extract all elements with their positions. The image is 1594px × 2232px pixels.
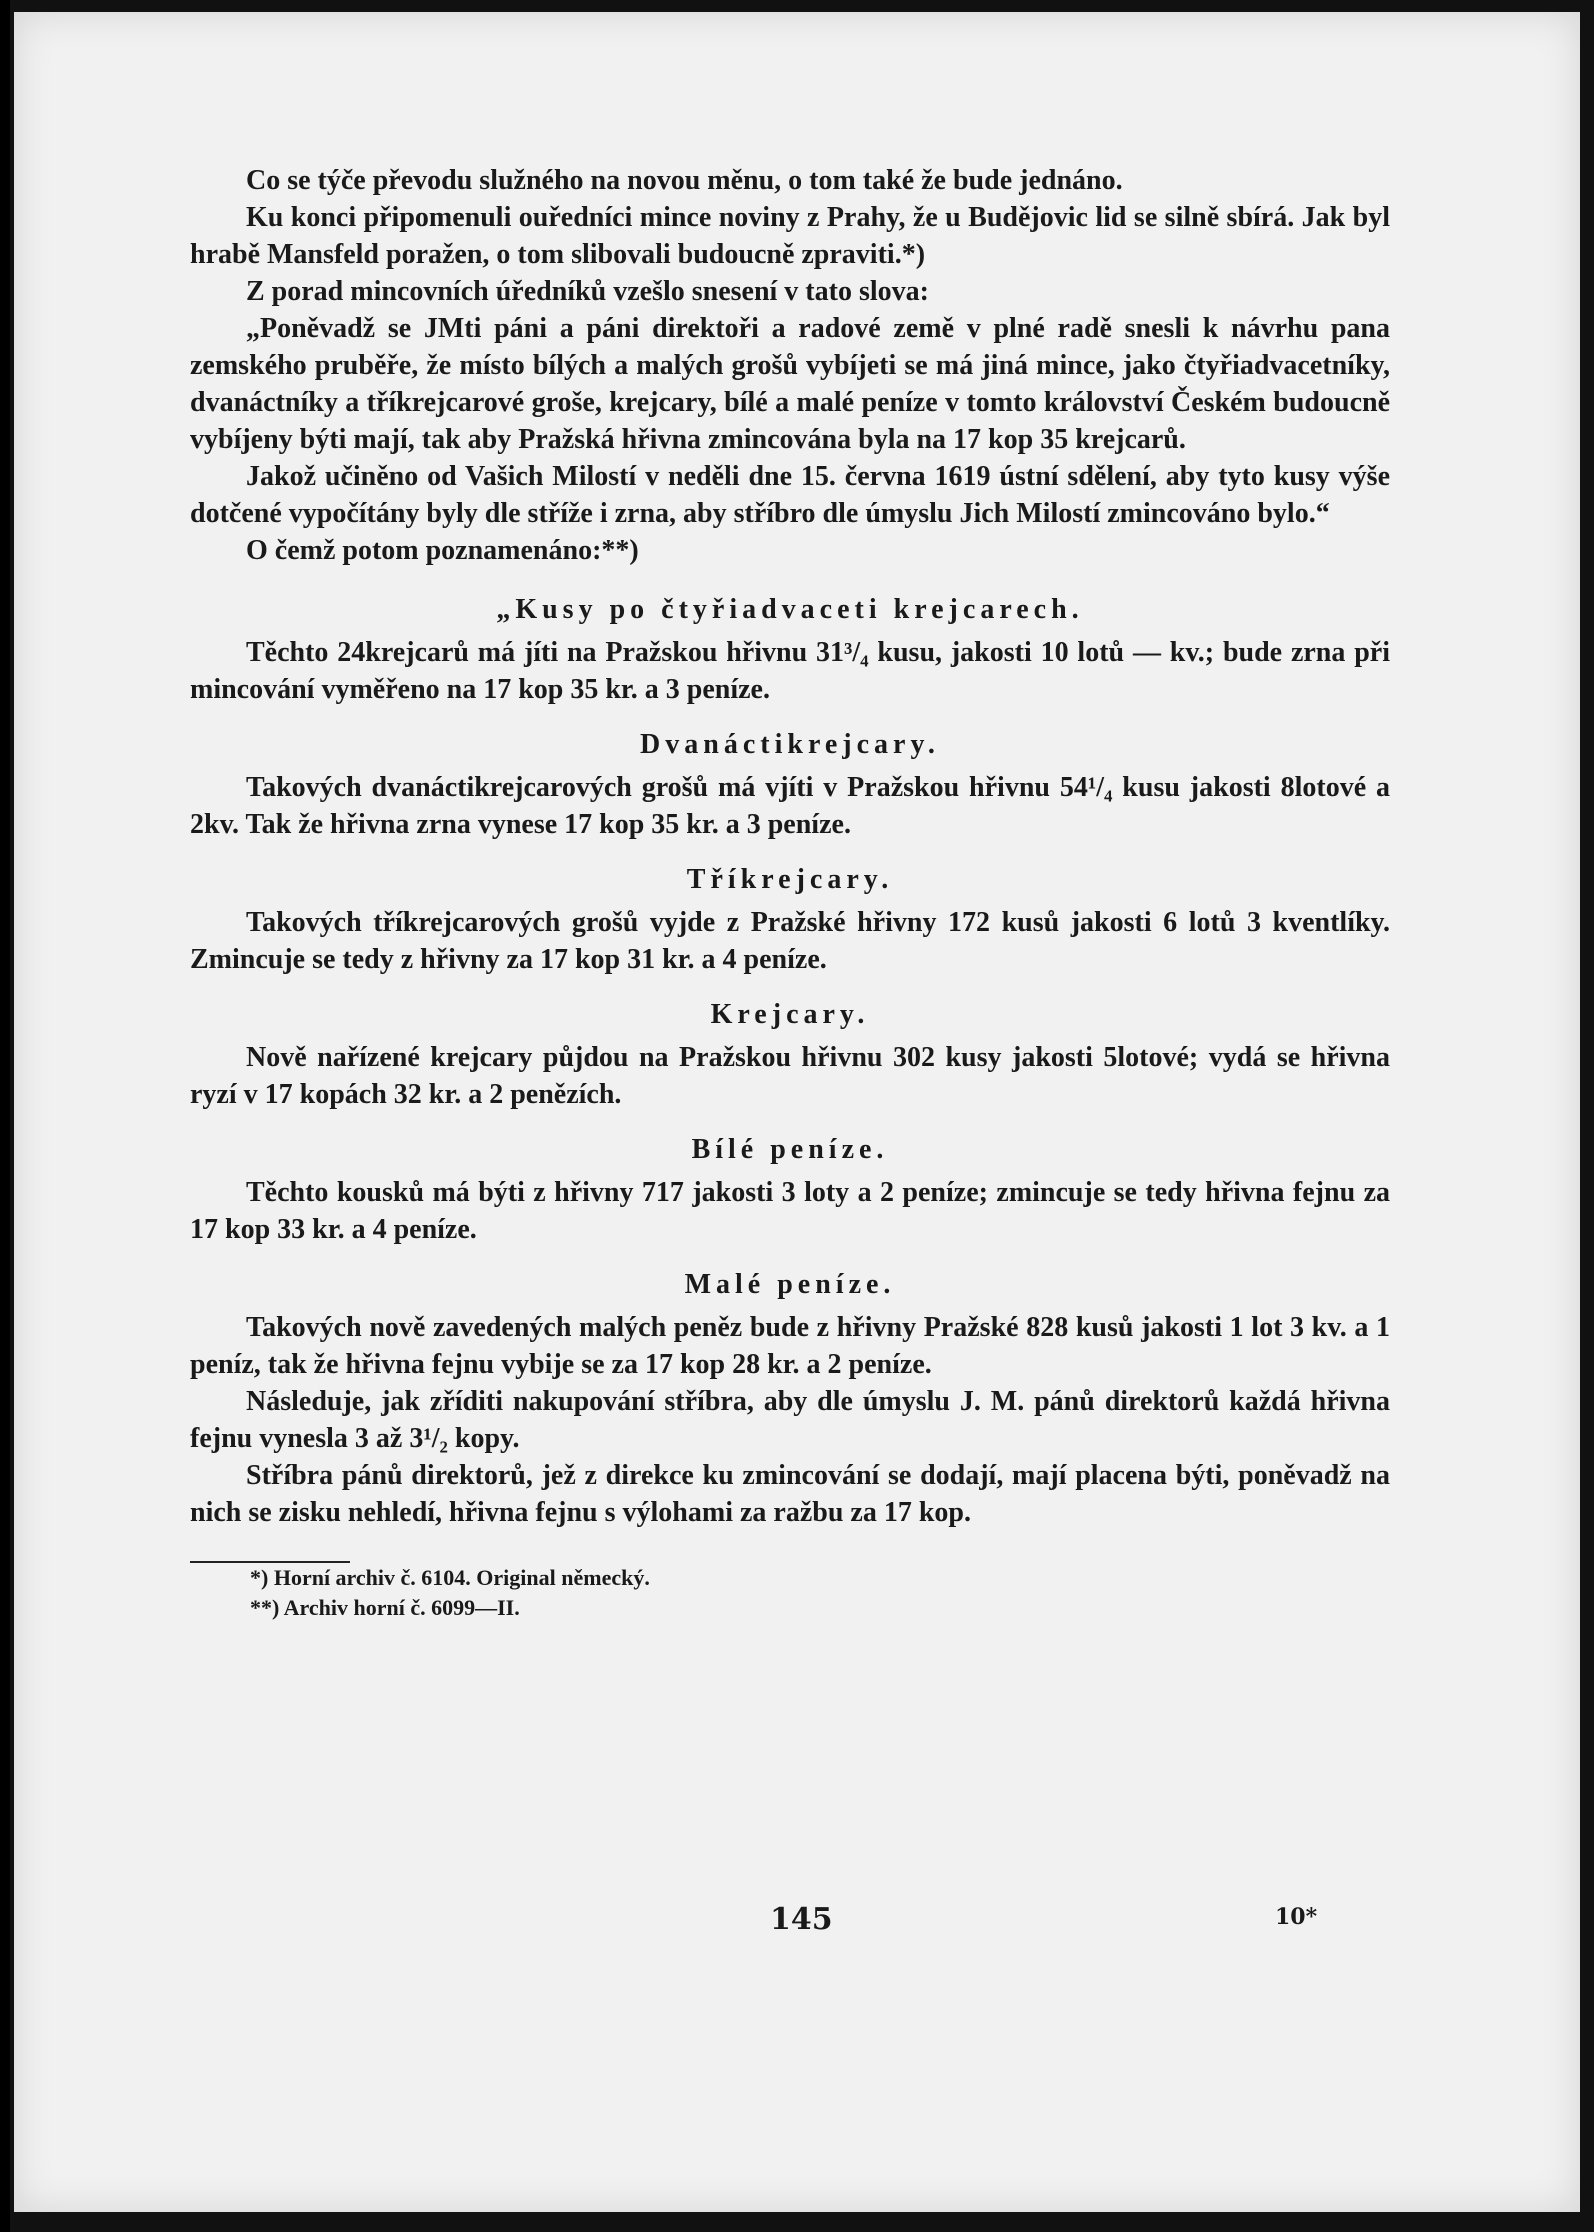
book-binding-edge [0,0,10,2232]
section-heading: Bílé peníze. [691,1134,889,1165]
signature-mark: 10* [1275,1904,1318,1930]
footnote: **) Archiv horní č. 6099—II. [250,1595,520,1620]
section-heading: Krejcary. [710,999,870,1030]
paragraph: Co se týče převodu služného na novou měnu, o tom také že bude jednáno. [246,165,1123,196]
section-paragraph: Těchto 24krejcarů má jíti na Pražskou hřivnu 31³/₄ kusu, jakosti 10 lotů — kv.; bude zrna při mincování vyměřeno na 17 kop 35 kr. a 3 peníze. [190,637,1390,705]
section-paragraph: Nově nařízené krejcary půjdou na Pražskou hřivnu 302 kusy jakosti 5lotové; vydá se hřivna ryzí v 17 kopách 32 kr. a 2 penězích. [190,1042,1390,1110]
paragraph: Jakož učiněno od Vašich Milostí v neděli dne 15. června 1619 ústní sdělení, aby tyto kusy výše dotčené vypočítány byly dle stříže i zrna, aby stříbro dle úmyslu Jich Milostí zmincováno bylo.“ [190,461,1390,529]
page-number: 145 [770,1902,833,1937]
section-paragraph: Takových dvanáctikrejcarových grošů má vjíti v Pražskou hřivnu 54¹/₄ kusu jakosti 8lotové a 2kv. Tak že hřivna zrna vynese 17 kop 35 kr. a 3 peníze. [190,772,1390,840]
paragraph: Stříbra pánů direktorů, jež z direkce ku zmincování se dodají, mají placena býti, poněvadž na nich se zisku nehledí, hřivna fejnu s výlohami za ražbu za 17 kop. [190,1460,1390,1528]
section-heading: Tříkrejcary. [686,864,894,895]
paragraph: O čemž potom poznamenáno:**) [246,535,639,566]
section-heading: Dvanáctikrejcary. [640,729,940,760]
paragraph: Ku konci připomenuli ouředníci mince noviny z Prahy, že u Budějovic lid se silně sbírá. Jak byl hrabě Mansfeld poražen, o tom slibovali budoucně zpraviti.*) [190,202,1390,270]
paragraph: „Poněvadž se JMti páni a páni direktoři a radové země v plné radě snesli k návrhu pana zemského pruběře, že místo bílých a malých grošů vybíjeti se má jiná mince, jako čtyřiadvacetníky, dvanáctníky a tříkrejcarové groše, krejcary, bílé a malé peníze v tomto království Českém budoucně vybíjeny býti mají, tak aby Pražská hřivna zmincována byla na 17 kop 35 krejcarů. [190,313,1390,455]
section-heading: „Kusy po čtyřiadvaceti krejcarech. [496,594,1084,625]
paragraph: Následuje, jak zříditi nakupování stříbra, aby dle úmyslu J. M. pánů direktorů každá hřivna fejnu vynesla 3 až 3¹/₂ kopy. [190,1386,1390,1454]
paragraph: Z porad mincovních úředníků vzešlo snesení v tato slova: [246,276,929,307]
footnote: *) Horní archiv č. 6104. Original německý. [250,1565,650,1590]
section-paragraph: Takových nově zavedených malých peněz bude z hřivny Pražské 828 kusů jakosti 1 lot 3 kv. a 1 peníz, tak že hřivna fejnu vybije se za 17 kop 28 kr. a 2 peníze. [190,1312,1390,1380]
section-paragraph: Takových tříkrejcarových grošů vyjde z Pražské hřivny 172 kusů jakosti 6 lotů 3 kventlíky. Zmincuje se tedy z hřivny za 17 kop 31 kr. a 4 peníze. [190,907,1390,975]
section-paragraph: Těchto kousků má býti z hřivny 717 jakosti 3 loty a 2 peníze; zmincuje se tedy hřivna fejnu za 17 kop 33 kr. a 4 peníze. [190,1177,1390,1245]
page-body [190,158,1390,1623]
section-heading: Malé peníze. [684,1269,896,1300]
